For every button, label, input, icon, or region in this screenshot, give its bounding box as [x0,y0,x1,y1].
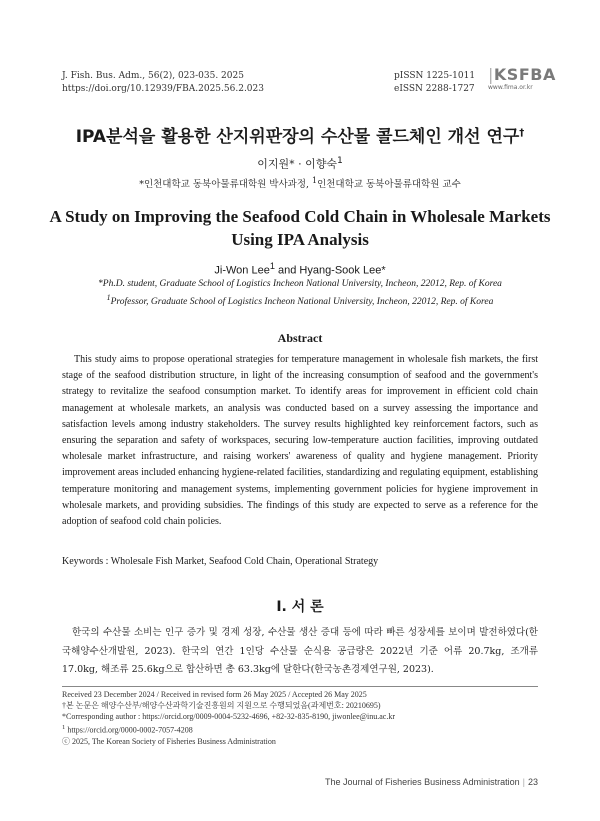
introduction-paragraph: 한국의 수산물 소비는 인구 증가 및 경제 성장, 수산물 생산 증대 등에 따라 빠른 성장세를 보이며 발전하였다(한국해양수산개발원, 2023). 한국의 연간 1인당 수산물 순식용 공급량은 2022년 기준 어류 20.7kg, 조개류 17.0kg, 해조류 25.6kg으로 합산하면 총 63.3kg에 달한다(한국농촌경제연구원, 2023). [62,627,538,675]
section-heading-introduction: I. 서 론 [276,599,324,615]
keywords: Keywords : Wholesale Fish Market, Seafood Cold Chain, Operational Strategy [62,556,379,567]
eissn: eISSN 2288-1727 [394,84,475,94]
journal-citation [62,70,264,96]
doi-link[interactable]: https://doi.org/10.12939/FBA.2025.56.2.023 [62,84,264,94]
affiliation-english-1: *Ph.D. student, Graduate School of Logistics Incheon National University, Incheon, 22012, Rep. of Korea [98,279,502,289]
ksfba-logo: |KSFBA www.fima.or.kr [488,65,556,91]
pissn: pISSN 1225-1011 [394,71,476,81]
abstract-body: This study aims to propose operational strategies for temperature management in wholesale fish markets, the first stage of the seafood distribution structure, in light of the increasing consumption of seafood and the government's strategy to revitalize the seafood consumption market. To identify areas for improvement in efficient cold chain management at wholesale markets, an analysis was conducted based on a survey assessing the importance and satisfaction levels among industry stakeholders. The survey results highlighted key reinforcement factors, such as ensuring the separation and safety of workspaces, securing low-temperature auction facilities, improving outdated wholesale market infrastructure, and raising workers' awareness of quality and hygiene management. Priority improvement areas included enhancing hygiene-related facilities, standardizing and regulating equipment, establishing temperature monitoring and management systems, implementing government policies for hygiene improvement in wholesale markets, and providing subsidies. The findings of this study are expected to serve as a reference for the adoption of seafood cold chain policies. [62,354,538,528]
affiliation-english-2: $^1$Professor, Graduate School of Logistics Incheon National University, Incheon, 22012, Rep. of Korea [106,293,494,308]
footnote-copyright: ⓒ 2025, The Korean Society of Fisheries Business Administration [62,736,276,746]
logo-url: www.fima.or.kr [488,84,533,91]
issn-block [394,70,475,96]
page-number: 23 [527,777,538,787]
footnotes [62,689,542,747]
footer-journal-name: The Journal of Fisheries Business Administration [325,777,520,787]
page-footer: The Journal of Fisheries Business Administration | 23 [325,777,538,787]
title-korean: IPA분석을 활용한 산지위판장의 수산물 콜드체인 개선 연구† [75,127,525,147]
abstract-heading: Abstract [277,331,323,345]
footnote-divider [62,686,538,687]
title-english: A Study on Improving the Seafood Cold Chain in Wholesale Markets Using IPA Analysis [49,207,551,249]
journal-volume-line: J. Fish. Bus. Adm., 56(2), 023-035. 2025 [62,71,244,81]
authors-korean: 이지원* · 이향숙$^1$ [257,155,343,171]
footnote-funding: †본 논문은 해양수산부/해양수산과학기술진흥원의 지원으로 수행되었음(과제번호: 20210695) [62,701,381,710]
logo-text: KSFBA [493,65,556,84]
footnote-received: Received 23 December 2024 / Received in revised form 26 May 2025 / Accepted 26 May 2025 [62,690,367,699]
affiliation-korean: *인천대학교 동북아물류대학원 박사과정, $^1$인천대학교 동북아물류대학원 교수 [139,176,461,191]
footnote-corresponding: *Corresponding author : https://orcid.org/0009-0004-5232-4696, +82-32-835-8190, jiwonlee@inu.ac.kr [62,712,396,721]
affiliation-english [0,278,600,309]
authors-english: Ji-Won Lee$^1$ and Hyang-Sook Lee* [214,261,386,277]
title-dagger: † [519,127,525,139]
footnote-orcid-2: $^1$ https://orcid.org/0000-0002-7057-4208 [62,724,193,735]
